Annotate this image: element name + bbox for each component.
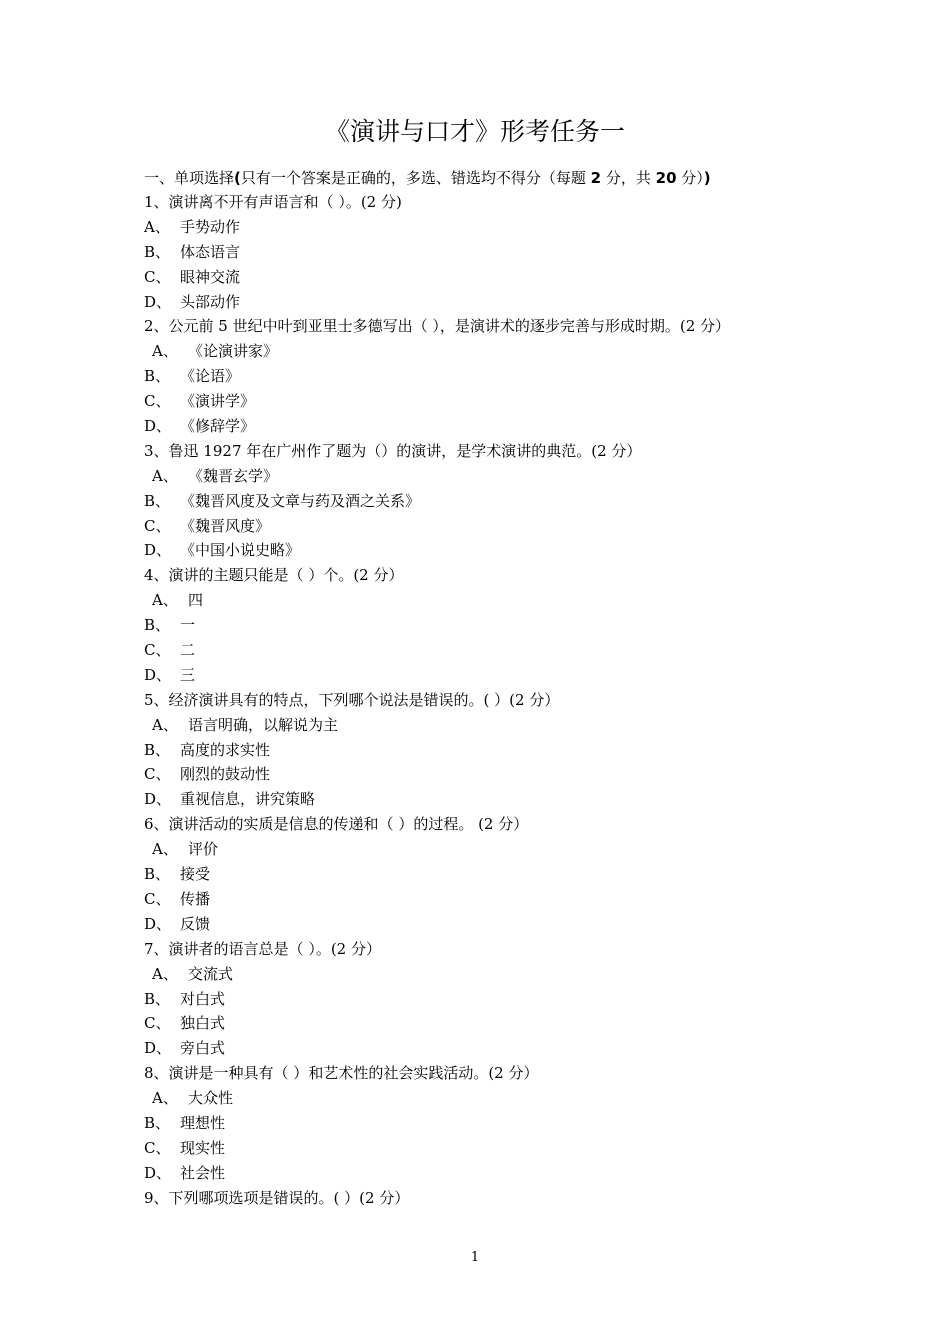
option-letter: B、	[144, 242, 171, 261]
option-text: 刚烈的鼓动性	[180, 765, 271, 784]
question-6: 6、演讲活动的实质是信息的传递和（ ）的过程。 (2 分）	[144, 815, 529, 834]
option-text: 评价	[188, 840, 219, 859]
question-7-option-d	[144, 1036, 834, 1061]
option-letter: B、	[144, 740, 171, 759]
option-letter: D、	[144, 1039, 172, 1058]
question-1-option-d	[144, 290, 834, 315]
option-letter: A、	[152, 1089, 178, 1108]
question-3-option-b	[144, 489, 834, 514]
question-4-option-c	[144, 638, 834, 663]
option-letter: A、	[152, 342, 178, 361]
option-text: 理想性	[180, 1113, 226, 1132]
section-heading	[144, 166, 711, 190]
section-rule-text: 只有一个答案是正确的，多选、错选均不得分（每题	[240, 169, 591, 187]
question-1-option-b	[144, 240, 834, 265]
option-text: 三	[180, 665, 196, 684]
option-text: 《魏晋玄学》	[188, 466, 279, 485]
question-4-option-d	[144, 663, 834, 688]
question-5-option-a	[144, 713, 834, 738]
option-text: 独白式	[180, 1014, 226, 1033]
option-text: 现实性	[180, 1138, 226, 1157]
question-5-option-d	[144, 787, 834, 812]
option-letter: B、	[144, 616, 171, 635]
question-2-option-a	[144, 339, 834, 364]
option-text: 对白式	[180, 989, 226, 1008]
option-letter: D、	[144, 1163, 172, 1182]
option-text: 接受	[180, 865, 211, 884]
question-5-option-b	[144, 738, 834, 763]
question-6-option-a	[144, 837, 834, 862]
section-total: 20	[655, 169, 677, 187]
section-points: 2	[590, 169, 602, 187]
question-7-option-c	[144, 1011, 834, 1036]
option-text: 语言明确，以解说为主	[188, 715, 339, 734]
question-3-option-c	[144, 514, 834, 539]
question-5: 5、经济演讲具有的特点，下列哪个说法是错误的。( ）(2 分）	[144, 690, 560, 709]
option-text: 手势动作	[180, 217, 241, 236]
question-6-option-d	[144, 912, 834, 937]
question-8-option-a	[144, 1086, 834, 1111]
option-text: 体态语言	[180, 242, 241, 261]
option-text: 头部动作	[180, 292, 241, 311]
question-1: 1、演讲离不开有声语言和（ ）。(2 分)	[144, 193, 402, 211]
document-title: 《演讲与口才》形考任务一	[324, 117, 625, 146]
option-letter: C、	[144, 889, 171, 908]
question-3-option-d	[144, 538, 834, 563]
question-6-option-b	[144, 862, 834, 887]
option-text: 重视信息，讲究策略	[180, 790, 316, 809]
option-letter: B、	[144, 865, 171, 884]
option-letter: C、	[144, 1014, 171, 1033]
option-letter: B、	[144, 1113, 171, 1132]
option-letter: C、	[144, 765, 171, 784]
option-text: 交流式	[188, 964, 234, 983]
question-4-option-a	[144, 588, 834, 613]
question-3: 3、鲁迅 1927 年在广州作了题为（）的演讲，是学术演讲的典范。(2 分）	[144, 441, 642, 460]
option-text: 二	[180, 641, 196, 660]
section-rule-text-2: 分，共	[601, 169, 656, 187]
section-open-paren: (	[234, 169, 241, 187]
question-2-option-c	[144, 389, 834, 414]
question-5-option-c	[144, 762, 834, 787]
option-letter: B、	[144, 367, 171, 386]
option-text: 反馈	[180, 914, 211, 933]
option-letter: D、	[144, 665, 172, 684]
option-text: 《魏晋风度》	[180, 516, 271, 535]
option-letter: D、	[144, 541, 172, 560]
option-text: 《论演讲家》	[188, 342, 279, 361]
question-8-option-d	[144, 1161, 834, 1186]
option-letter: C、	[144, 392, 171, 411]
option-text: 大众性	[188, 1089, 234, 1108]
option-letter: D、	[144, 292, 172, 311]
question-1-option-c	[144, 265, 834, 290]
question-7: 7、演讲者的语言总是（ ）。(2 分）	[144, 939, 381, 958]
page-number: 1	[470, 1250, 480, 1265]
option-letter: A、	[152, 715, 178, 734]
question-6-option-c	[144, 887, 834, 912]
option-text: 四	[188, 591, 204, 610]
option-letter: C、	[144, 641, 171, 660]
option-letter: C、	[144, 516, 171, 535]
option-text: 传播	[180, 889, 211, 908]
question-1-option-a	[144, 215, 834, 240]
option-text: 高度的求实性	[180, 740, 271, 759]
option-letter: A、	[152, 466, 178, 485]
question-9: 9、下列哪项选项是错误的。( ）(2 分）	[144, 1188, 410, 1207]
section-prefix: 一、单项选择	[144, 169, 235, 187]
option-text: 旁白式	[180, 1039, 226, 1058]
question-7-option-b	[144, 987, 834, 1012]
question-8-option-b	[144, 1111, 834, 1136]
option-letter: D、	[144, 417, 172, 436]
option-letter: A、	[152, 964, 178, 983]
option-text: 眼神交流	[180, 267, 241, 286]
option-letter: C、	[144, 267, 171, 286]
option-letter: D、	[144, 790, 172, 809]
question-2-option-d	[144, 414, 834, 439]
question-list	[144, 190, 834, 1211]
question-8-option-c	[144, 1136, 834, 1161]
question-4: 4、演讲的主题只能是（ ）个。(2 分）	[144, 566, 404, 585]
option-text: 《演讲学》	[180, 392, 256, 411]
option-letter: A、	[152, 591, 178, 610]
question-8: 8、演讲是一种具有（ ）和艺术性的社会实践活动。(2 分）	[144, 1064, 539, 1083]
section-close-paren: )	[703, 169, 711, 187]
option-letter: B、	[144, 989, 171, 1008]
option-text: 社会性	[180, 1163, 226, 1182]
question-7-option-a	[144, 962, 834, 987]
option-letter: B、	[144, 491, 171, 510]
option-text: 《论语》	[180, 367, 241, 386]
question-3-option-a	[144, 464, 834, 489]
question-2: 2、公元前 5 世纪中叶到亚里士多德写出（ ），是演讲术的逐步完善与形成时期。(2 分）	[144, 317, 731, 336]
question-2-option-b	[144, 364, 834, 389]
section-suffix: 分）	[676, 169, 704, 187]
option-text: 《魏晋风度及文章与药及酒之关系》	[180, 491, 421, 510]
option-text: 《中国小说史略》	[180, 541, 301, 560]
option-letter: C、	[144, 1138, 171, 1157]
option-text: 《修辞学》	[180, 417, 256, 436]
option-letter: D、	[144, 914, 172, 933]
option-letter: A、	[144, 217, 170, 236]
option-letter: A、	[152, 840, 178, 859]
question-4-option-b	[144, 613, 834, 638]
option-text: 一	[180, 616, 196, 635]
